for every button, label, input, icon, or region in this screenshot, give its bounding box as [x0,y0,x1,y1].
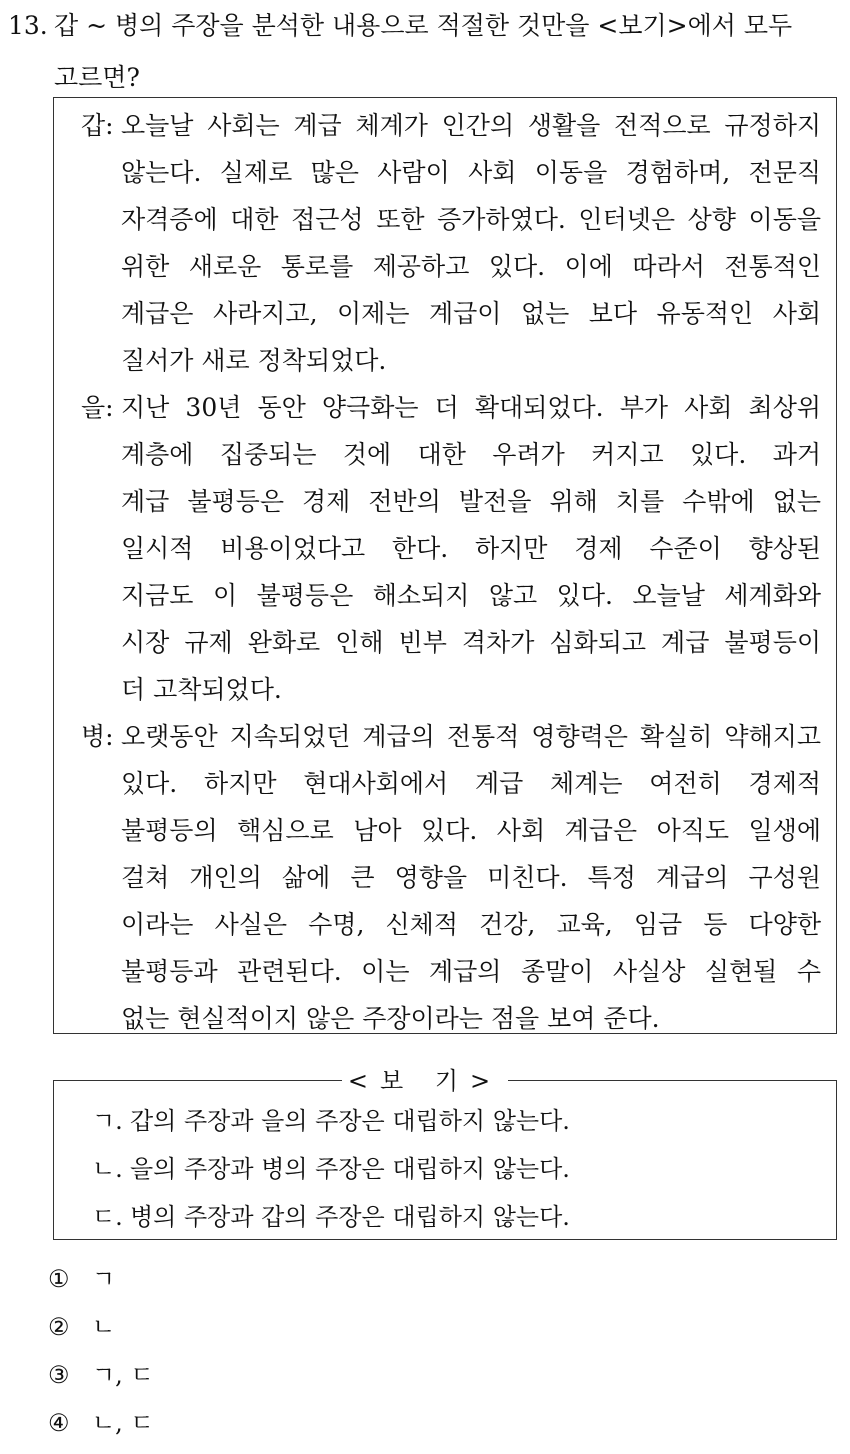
passage-box [53,97,837,1034]
passage-line: 없는 현실적이지 않은 주장이라는 점을 보여 준다. [121,1004,660,1033]
passage-line: 더 고착되었다. [121,675,282,704]
speaker-label-eul: 을: [81,393,114,422]
bogi-item-text: 갑의 주장과 을의 주장은 대립하지 않는다. [130,1107,570,1135]
choice-2[interactable] [48,1303,154,1351]
choice-text: ㄴ [92,1313,116,1341]
choice-3[interactable] [48,1351,154,1399]
passage-line: 일시적 비용이었다고 한다. 하지만 경제 수준이 향상된 [121,534,821,563]
bogi-item-text: 병의 주장과 갑의 주장은 대립하지 않는다. [130,1203,570,1231]
question-text-line-2: 고르면? [54,63,140,92]
choice-number: ① [48,1265,70,1293]
bogi-item-mark: ㄴ. [92,1155,123,1183]
passage-line: 이라는 사실은 수명, 신체적 건강, 교육, 임금 등 다양한 [121,910,821,939]
passage-line: 걸쳐 개인의 삶에 큰 영향을 미친다. 특정 계급의 구성원 [121,863,821,892]
passage-line: 지금도 이 불평등은 해소되지 않고 있다. 오늘날 세계화와 [121,581,821,610]
passage-line: 자격증에 대한 접근성 또한 증가하였다. 인터넷은 상향 이동을 [121,205,821,234]
passage-line: 계급은 사라지고, 이제는 계급이 없는 보다 유동적인 사회 [121,299,821,328]
question-stem [8,0,844,104]
passage-line: 질서가 새로 정착되었다. [121,346,387,375]
passage-text: 오늘날 사회는 계급 체계가 인간의 생활을 전적으로 규정하지 [121,111,821,140]
speaker-eul [81,384,821,713]
speaker-label-byeong: 병: [81,722,114,751]
passage-line [81,713,821,760]
bogi-item-text: 을의 주장과 병의 주장은 대립하지 않는다. [130,1155,570,1183]
bogi-title [0,1061,850,1101]
bogi-list [92,1097,570,1241]
choice-number: ④ [48,1409,70,1437]
passage-line: 있다. 하지만 현대사회에서 계급 체계는 여전히 경제적 [121,769,821,798]
speaker-byeong [81,713,821,1042]
passage-line: 계층에 집중되는 것에 대한 우려가 커지고 있다. 과거 [121,440,821,469]
choice-text: ㄴ, ㄷ [92,1409,154,1437]
choice-text: ㄱ [92,1265,116,1293]
bogi-item [92,1193,570,1241]
speaker-gap [81,102,821,384]
passage-text: 오랫동안 지속되었던 계급의 전통적 영향력은 확실히 약해지고 [121,722,821,751]
passage-text: 지난 30년 동안 양극화는 더 확대되었다. 부가 사회 최상위 [121,393,821,422]
bogi-item [92,1097,570,1145]
passage-line: 계급 불평등은 경제 전반의 발전을 위해 치를 수밖에 없는 [121,487,821,516]
bogi-item-mark: ㄷ. [92,1203,123,1231]
question-line-1 [8,0,844,52]
passage-line: 불평등의 핵심으로 남아 있다. 사회 계급은 아직도 일생에 [121,816,821,845]
choice-number: ③ [48,1361,70,1389]
bogi-box [53,1080,837,1240]
bogi-item [92,1145,570,1193]
choice-number: ② [48,1313,70,1341]
passage-line [81,102,821,149]
choice-1[interactable] [48,1255,154,1303]
passage-line: 위한 새로운 통로를 제공하고 있다. 이에 따라서 전통적인 [121,252,821,281]
bogi-item-mark: ㄱ. [92,1107,123,1135]
choice-text: ㄱ, ㄷ [92,1361,154,1389]
passage-line: 불평등과 관련된다. 이는 계급의 종말이 사실상 실현될 수 [121,957,821,986]
question-text-line-1: 갑 ~ 병의 주장을 분석한 내용으로 적절한 것만을 <보기>에서 모두 [54,11,793,40]
question-number: 13. [8,11,48,40]
passage-line: 시장 규제 완화로 인해 빈부 격차가 심화되고 계급 불평등이 [121,628,821,657]
answer-choices [48,1255,154,1447]
passage-line [81,384,821,431]
choice-4[interactable] [48,1399,154,1447]
speaker-label-gap: 갑: [81,111,114,140]
bogi-title-text: <보 기> [342,1067,508,1095]
passage-line: 않는다. 실제로 많은 사람이 사회 이동을 경험하며, 전문직 [121,158,821,187]
